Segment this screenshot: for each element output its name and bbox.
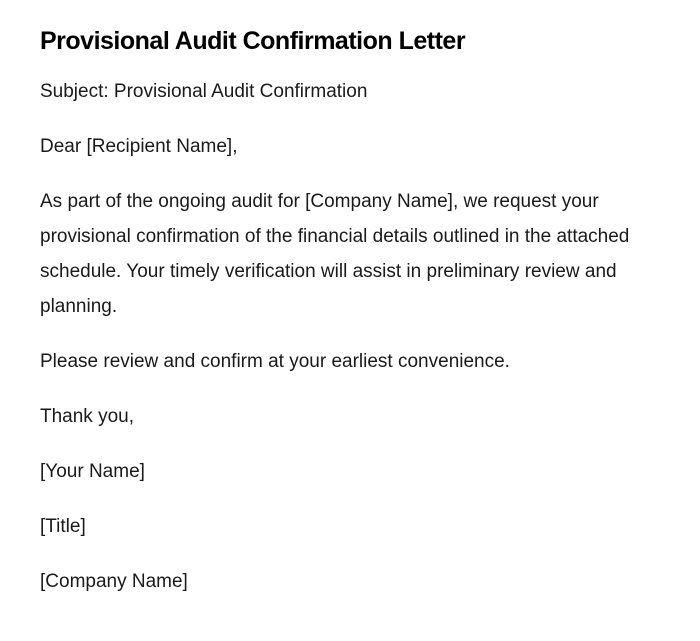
body-paragraph: As part of the ongoing audit for [Company Name], we request your provisional confirmation of the financial details outlined in the attached schedule. Your timely verification will assist in preliminary review and planning.: [40, 191, 630, 317]
sender-company: [Company Name]: [40, 571, 188, 592]
sender-name: [Your Name]: [40, 461, 145, 482]
subject-line: Subject: Provisional Audit Confirmation: [40, 81, 368, 102]
greeting: Dear [Recipient Name],: [40, 136, 238, 157]
closing: Thank you,: [40, 406, 134, 427]
letter-title: Provisional Audit Confirmation Letter: [40, 27, 466, 55]
sender-title: [Title]: [40, 516, 86, 537]
request-paragraph: Please review and confirm at your earliest convenience.: [40, 351, 510, 372]
